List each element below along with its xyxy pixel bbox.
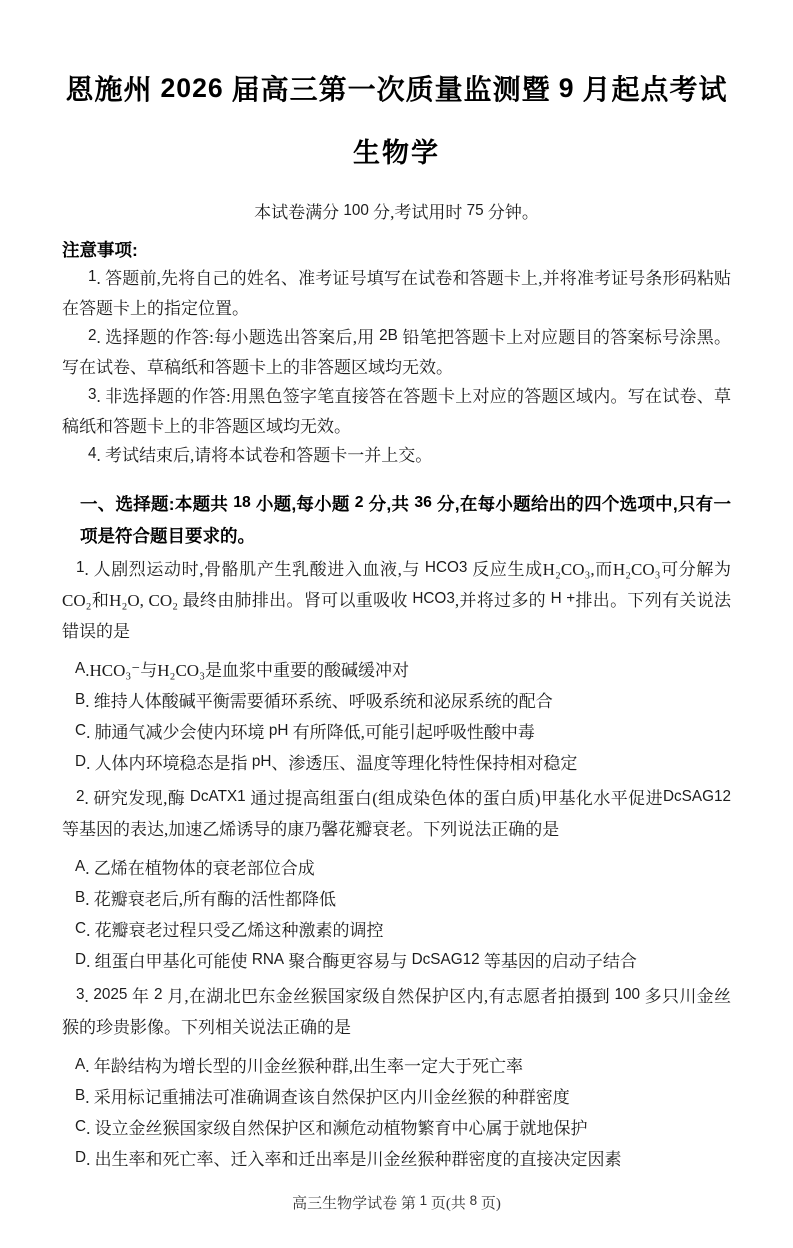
latin-run: C (75, 1117, 87, 1135)
latin-run: C (75, 721, 87, 739)
question-3-option-d: D. 出生率和死亡率、迁入率和迁出率是川金丝猴种群密度的直接决定因素 (75, 1148, 622, 1169)
latin-run: RNA (251, 950, 285, 968)
latin-run: B (75, 888, 86, 906)
question-1-stem: 1. 人剧烈运动时,骨骼肌产生乳酸进入血液,与 HCO3 反应生成H₂CO₃,而H₂CO₃可分解为CO₂和H₂O, CO₂ 最终由肺排出。肾可以重吸收 HCO3,并将过多的 H +排出。下列有关说法错误的是 (62, 558, 732, 641)
latin-run: 9 (558, 73, 575, 103)
question-3-stem: 3. 2025 年 2 月,在湖北巴东金丝猴国家级自然保护区内,有志愿者拍摄到 100 多只川金丝猴的珍贵影像。下列相关说法正确的是 (62, 985, 732, 1037)
exam-info-line: 本试卷满分 100 分,考试用时 75 分钟。 (254, 201, 539, 222)
latin-run: 3 (76, 985, 85, 1003)
latin-run: 4 (88, 444, 97, 462)
latin-run: 3 (88, 385, 97, 403)
latin-run: B (75, 1086, 86, 1104)
exam-title: 恩施州 2026 届高三第一次质量监测暨 9 月起点考试 (65, 73, 728, 106)
question-3-option-a: A. 年龄结构为增长型的川金丝猴种群,出生率一定大于死亡率 (75, 1055, 523, 1076)
question-2-option-b: B. 花瓣衰老后,所有酶的活性都降低 (75, 888, 336, 909)
latin-run: 75 (466, 201, 484, 219)
latin-run: 18 (233, 493, 251, 511)
latin-run: 100 (343, 201, 369, 219)
latin-run: HCO3 (424, 558, 468, 576)
question-1-option-c: C. 肺通气减少会使内环境 pH 有所降低,可能引起呼吸性酸中毒 (75, 721, 535, 742)
question-1-option-a: A.HCO₃⁻与H₂CO₃是血浆中重要的酸碱缓冲对 (75, 659, 409, 680)
latin-run: 100 (614, 985, 641, 1003)
latin-run: D (75, 752, 87, 770)
latin-run: DcSAG12 (411, 950, 480, 968)
notices-heading: 注意事项: (62, 239, 138, 260)
latin-run: 2 (354, 493, 364, 511)
page-footer: 高三生物学试卷 第 1 页(共 8 页) (292, 1192, 501, 1212)
notices-section (62, 236, 731, 471)
question-3-options (62, 1052, 731, 1176)
latin-run: 1 (76, 558, 85, 576)
notice-item-3: 3. 非选择题的作答:用黑色签字笔直接答在答题卡上对应的答题区域内。写在试卷、草稿纸和答题卡上的非答题区域均无效。 (62, 385, 731, 436)
latin-run: 2B (379, 326, 398, 344)
latin-run: 1 (419, 1192, 428, 1208)
question-2-options (62, 854, 731, 978)
question-1-option-d: D. 人体内环境稳态是指 pH、渗透压、温度等理化特性保持相对稳定 (75, 752, 578, 773)
latin-run: D (75, 950, 87, 968)
question-2-option-a: A. 乙烯在植物体的衰老部位合成 (75, 857, 315, 878)
latin-run: A (75, 659, 86, 677)
latin-run: HCO3 (412, 589, 455, 607)
latin-run: B (75, 690, 86, 708)
latin-run: 8 (469, 1192, 478, 1208)
latin-run: 2 (153, 985, 163, 1003)
latin-run: 36 (414, 493, 432, 511)
latin-run: pH (251, 752, 272, 770)
question-1 (62, 555, 731, 780)
latin-run: 1 (88, 267, 97, 285)
latin-run: 2 (88, 326, 97, 344)
question-1-options (62, 656, 731, 780)
latin-run: 2026 (160, 73, 224, 103)
question-2-option-c: C. 花瓣衰老过程只受乙烯这种激素的调控 (75, 919, 384, 940)
latin-run: pH (268, 721, 289, 739)
question-3-option-c: C. 设立金丝猴国家级自然保护区和濒危动植物繁育中心属于就地保护 (75, 1117, 588, 1138)
latin-run: D (75, 1148, 87, 1166)
notice-item-2: 2. 选择题的作答:每小题选出答案后,用 2B 铅笔把答题卡上对应题目的答案标号涂黑。写在试卷、草稿纸和答题卡上的非答题区域均无效。 (62, 326, 731, 377)
latin-run: DcATX1 (189, 787, 246, 805)
notice-item-4: 4. 考试结束后,请将本试卷和答题卡一并上交。 (88, 444, 433, 465)
latin-run: A (75, 1055, 86, 1073)
question-3 (62, 982, 731, 1176)
question-2-option-d: D. 组蛋白甲基化可能使 RNA 聚合酶更容易与 DcSAG12 等基因的启动子结合 (75, 950, 637, 971)
section-heading-choice: 一、选择题:本题共 18 小题,每小题 2 分,共 36 分,在每小题给出的四个选项中,只有一项是符合题目要求的。 (80, 493, 731, 546)
question-2 (62, 784, 731, 978)
latin-run: DcSAG12 (662, 787, 731, 805)
question-1-option-b: B. 维持人体酸碱平衡需要循环系统、呼吸系统和泌尿系统的配合 (75, 690, 553, 711)
question-3-option-b: B. 采用标记重捕法可准确调查该自然保护区内川金丝猴的种群密度 (75, 1086, 570, 1107)
latin-run: 2 (76, 787, 85, 805)
latin-run: 2025 (93, 985, 128, 1003)
latin-run: A (75, 857, 86, 875)
latin-run: C (75, 919, 87, 937)
latin-run: H + (550, 589, 576, 607)
question-2-stem: 2. 研究发现,酶 DcATX1 通过提高组蛋白(组成染色体的蛋白质)甲基化水平促进DcSAG12 等基因的表达,加速乙烯诱导的康乃馨花瓣衰老。下列说法正确的是 (62, 787, 731, 839)
exam-subject: 生物学 (353, 137, 440, 168)
notice-item-1: 1. 答题前,先将自己的姓名、准考证号填写在试卷和答题卡上,并将准考证号条形码粘贴在答题卡上的指定位置。 (62, 267, 731, 318)
